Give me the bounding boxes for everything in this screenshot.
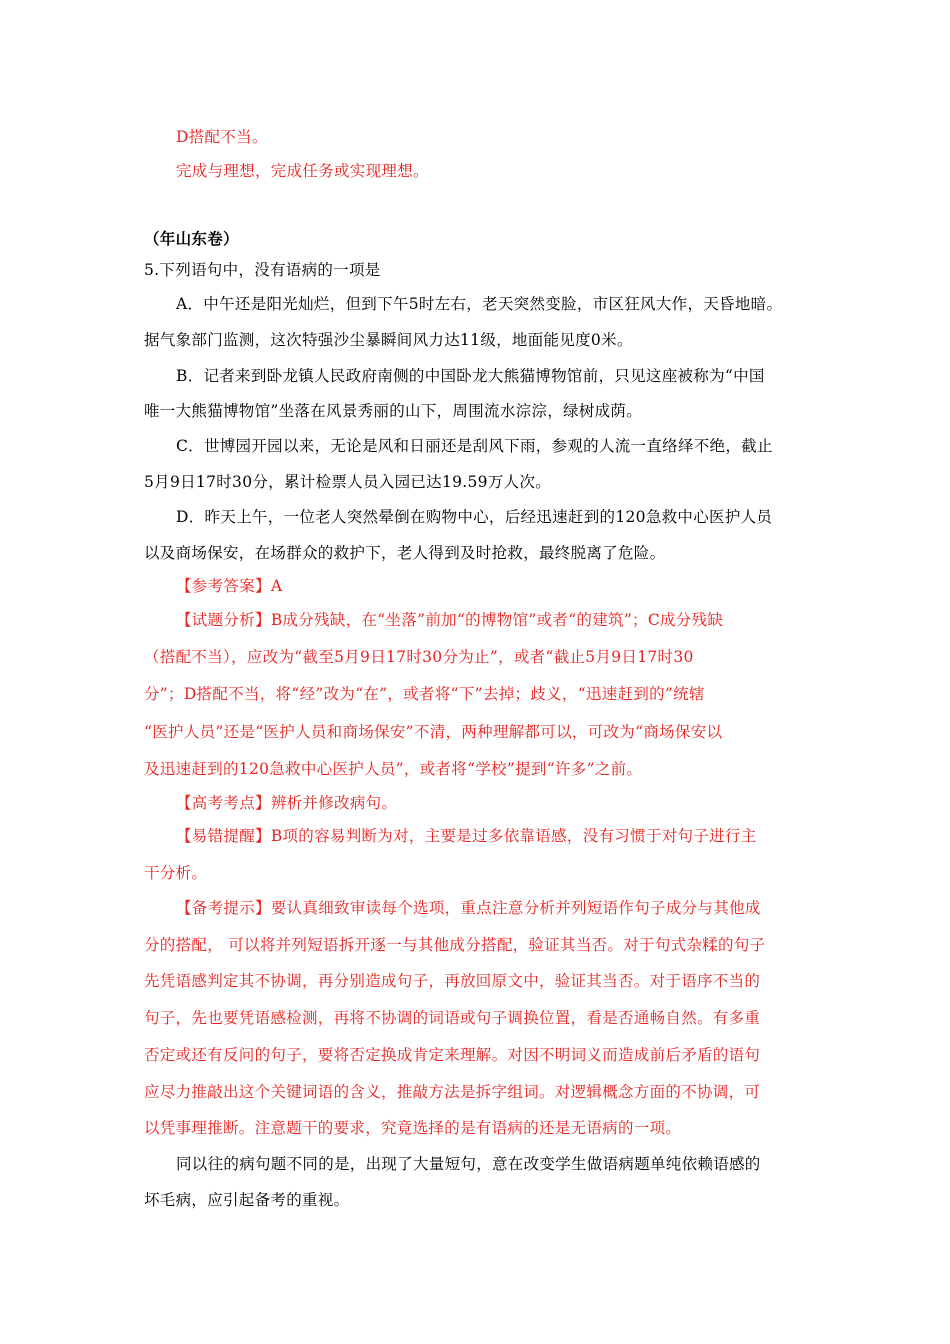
answer-line: [176, 576, 282, 596]
mistake-tip-label: 【易错提醒】: [176, 827, 271, 845]
prep-tip-line-7: 以凭事理推断。注意题干的要求，究竟选择的是有语病的还是无语病的一项。: [144, 1119, 682, 1137]
exam-point-text: 辨析并修改病句。: [270, 794, 398, 812]
analysis-line-2: （搭配不当），应改为“截至5月9日17时30分为止”，或者“截止5月9日17时30: [144, 648, 694, 666]
option-a-line-2: 据气象部门监测，这次特强沙尘暴瞬间风力达11级，地面能见度0米。: [144, 331, 633, 349]
option-a-line-1: A．中午还是阳光灿烂，但到下午5时左右，老天突然变脸，市区狂风大作，天昏地暗。: [176, 295, 783, 313]
closing-line-1: 同以往的病句题不同的是，出现了大量短句，意在改变学生做语病题单纯依赖语感的: [176, 1155, 761, 1173]
prep-tip-first-text: 要认真细致审读每个选项，重点注意分析并列短语作句子成分与其他成: [270, 899, 761, 917]
mistake-tip-line-1: [176, 826, 757, 846]
intro-line-1: D搭配不当。: [176, 128, 268, 146]
exam-point-line: [176, 793, 397, 813]
prep-tip-line-4: 句子，先也要凭语感检测，再将不协调的词语或句子调换位置，看是否通畅自然。有多重: [144, 1009, 761, 1027]
answer-text: A: [270, 577, 283, 595]
prep-tip-line-1: [176, 898, 761, 918]
option-c-line-2: 5月9日17时30分，累计检票人员入园已达19.59万人次。: [144, 473, 552, 491]
mistake-tip-line-2: 干分析。: [144, 864, 208, 882]
answer-label: 【参考答案】: [176, 577, 271, 595]
prep-tip-line-3: 先凭语感判定其不协调，再分别造成句子，再放回原文中，验证其当否。对于语序不当的: [144, 972, 761, 990]
prep-tip-label: 【备考提示】: [176, 899, 271, 917]
analysis-first-text: B成分残缺，在“坐落”前加“的博物馆”或者“的建筑”；C成分残缺: [270, 611, 724, 629]
analysis-line-1: [176, 610, 723, 630]
mistake-tip-first-text: B项的容易判断为对，主要是过多依靠语感，没有习惯于对句子进行主: [270, 827, 757, 845]
option-b-line-2: 唯一大熊猫博物馆”坐落在风景秀丽的山下，周围流水淙淙，绿树成荫。: [144, 402, 643, 420]
question-stem: 5.下列语句中，没有语病的一项是: [144, 261, 381, 279]
analysis-line-4: “医护人员”还是“医护人员和商场保安”不清，两种理解都可以，可改为“商场保安以: [144, 723, 723, 741]
analysis-label: 【试题分析】: [176, 611, 271, 629]
prep-tip-line-6: 应尽力推敲出这个关键词语的含义，推敲方法是拆字组词。对逻辑概念方面的不协调，可: [144, 1083, 761, 1101]
exam-point-label: 【高考考点】: [176, 794, 271, 812]
intro-line-2: 完成与理想，完成任务或实现理想。: [176, 162, 429, 180]
analysis-line-5: 及迅速赶到的120急救中心医护人员”，或者将“学校”提到“许多”之前。: [144, 760, 643, 778]
option-d-line-2: 以及商场保安，在场群众的救护下，老人得到及时抢救，最终脱离了危险。: [144, 544, 666, 562]
analysis-line-3: 分”；D搭配不当，将“经”改为“在”，或者将“下”去掉；歧义，“迅速赶到的”统辖: [144, 685, 705, 703]
section-title: （年山东卷）: [144, 229, 239, 248]
option-c-line-1: C．世博园开园以来，无论是风和日丽还是刮风下雨，参观的人流一直络绎不绝，截止: [176, 437, 773, 455]
closing-line-2: 坏毛病，应引起备考的重视。: [144, 1191, 350, 1209]
option-b-line-1: B．记者来到卧龙镇人民政府南侧的中国卧龙大熊猫博物馆前，只见这座被称为“中国: [176, 367, 765, 385]
prep-tip-line-2: 分的搭配， 可以将并列短语拆开逐一与其他成分搭配，验证其当否。对于句式杂糅的句子: [144, 936, 766, 954]
option-d-line-1: D．昨天上午，一位老人突然晕倒在购物中心，后经迅速赶到的120急救中心医护人员: [176, 508, 773, 526]
prep-tip-line-5: 否定或还有反问的句子，要将否定换成肯定来理解。对因不明词义而造成前后矛盾的语句: [144, 1046, 761, 1064]
